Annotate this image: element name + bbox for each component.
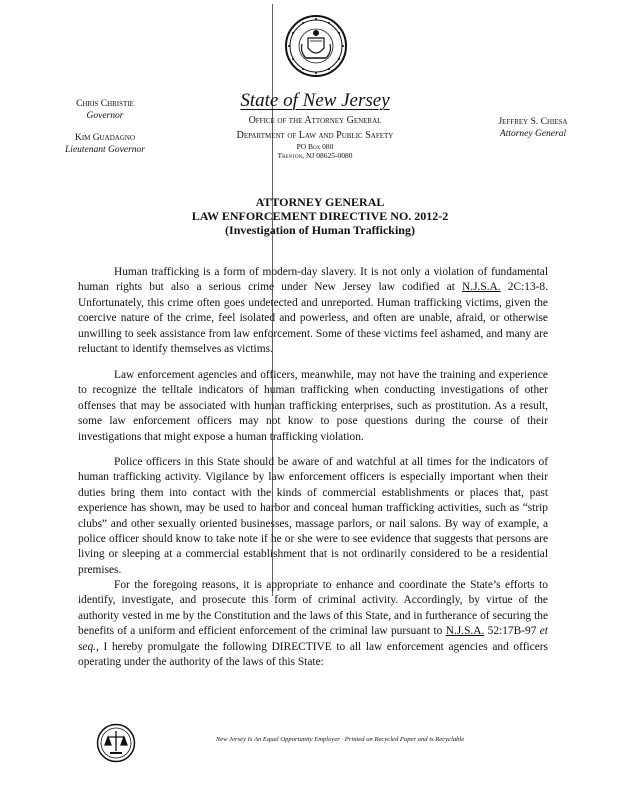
p2-text: Law enforcement agencies and officers, meanwhile, may not have the training and experience to recognize the telltale indicators of human trafficking when conducting investigations of other offenses that may be associated with human trafficking enterprises, such as prostitution. As a result, some law enforcement officers may not know to pose questions during the course of their investigations that might expose a human trafficking violation.: [78, 369, 548, 443]
po-box: PO Box 080: [296, 142, 334, 151]
directive-line-3: (Investigation of Human Trafficking): [225, 223, 415, 237]
governor-name: Chris Christie: [76, 99, 134, 109]
p3-text: Police officers in this State should be aware of and watchful at all times for the indicators of human trafficking activity. Vigilance by law enforcement officers is especially important when their duties bring them into contact with the kinds of commercial establishments or places that, past experience has shown, may be used to harbor and conceal human trafficking activities, such as “strip clubs” and other sexually oriented businesses, massage parlors, or nail salons. By way of example, a police officer should know to take note if he or she were to see evidence that suggests that persons are living or sleeping at a commercial establishment that is not ordinarily considered to be a residential premises.: [78, 456, 548, 576]
p4-text-b: 52:17B-97: [484, 625, 540, 638]
p4-et-seq: et seq.: [78, 625, 548, 653]
office-line: Office of the Attorney General: [248, 115, 382, 126]
directive-heading: [120, 195, 520, 237]
governor-block: [50, 98, 160, 156]
paragraph-1: [78, 265, 548, 357]
lt-governor-name: Kim Guadagno: [74, 133, 136, 143]
paragraph-2: [78, 368, 548, 445]
equal-opportunity-seal-icon: [96, 723, 136, 763]
p4-text-c: , I hereby promulgate the following DIRECTIVE to all law enforcement agencies and officers operating under the authority of the laws of this State:: [78, 640, 548, 669]
directive-line-1: ATTORNEY GENERAL: [255, 195, 385, 209]
paragraph-4: [78, 578, 548, 670]
department-line: Department of Law and Public Safety: [236, 130, 394, 141]
ag-title: Attorney General: [499, 129, 567, 139]
city-zip: Trenton, NJ 08625-0080: [277, 151, 353, 160]
attorney-general-block: [478, 116, 588, 140]
p4-citation: N.J.S.A.: [445, 625, 485, 638]
directive-line-2: LAW ENFORCEMENT DIRECTIVE NO. 2012-2: [191, 209, 449, 223]
letterhead-center: [185, 90, 445, 160]
paragraph-3: [78, 455, 548, 578]
footer-text: New Jersey Is An Equal Opportunity Employer · Printed on Recycled Paper and is Recyclable: [215, 736, 465, 743]
p1-text-a: Human trafficking is a form of modern-day slavery. It is not only a violation of fundamental human rights but also a serious crime under New Jersey law codified at: [78, 266, 548, 294]
ag-name: Jeffrey S. Chiesa: [498, 117, 568, 127]
governor-title: Governor: [86, 111, 124, 121]
p4-text-a: For the foregoing reasons, it is appropriate to enhance and coordinate the State’s efforts to identify, investigate, and prosecute this form of criminal activity. Accordingly, by virtue of the authority vested in me by the Constitution and the laws of this State, and in furtherance of securing the benefits of a uniform and efficient enforcement of the criminal law pursuant to: [78, 579, 548, 638]
p1-citation: N.J.S.A.: [462, 281, 501, 294]
p1-text-b: 2C:13-8. Unfortunately, this crime often goes undetected and unreported. Human trafficking victims, given the coercive nature of the crime, feel isolated and powerless, and often are unable, afraid, or otherwise unwilling to seek assistance from law enforcement. Some of these victims feel ashamed, and many are reluctant to identify themselves as victims.: [78, 281, 548, 356]
state-seal-icon: [284, 14, 348, 78]
lt-governor-title: Lieutenant Governor: [65, 145, 145, 155]
state-title: State of New Jersey: [240, 90, 390, 111]
